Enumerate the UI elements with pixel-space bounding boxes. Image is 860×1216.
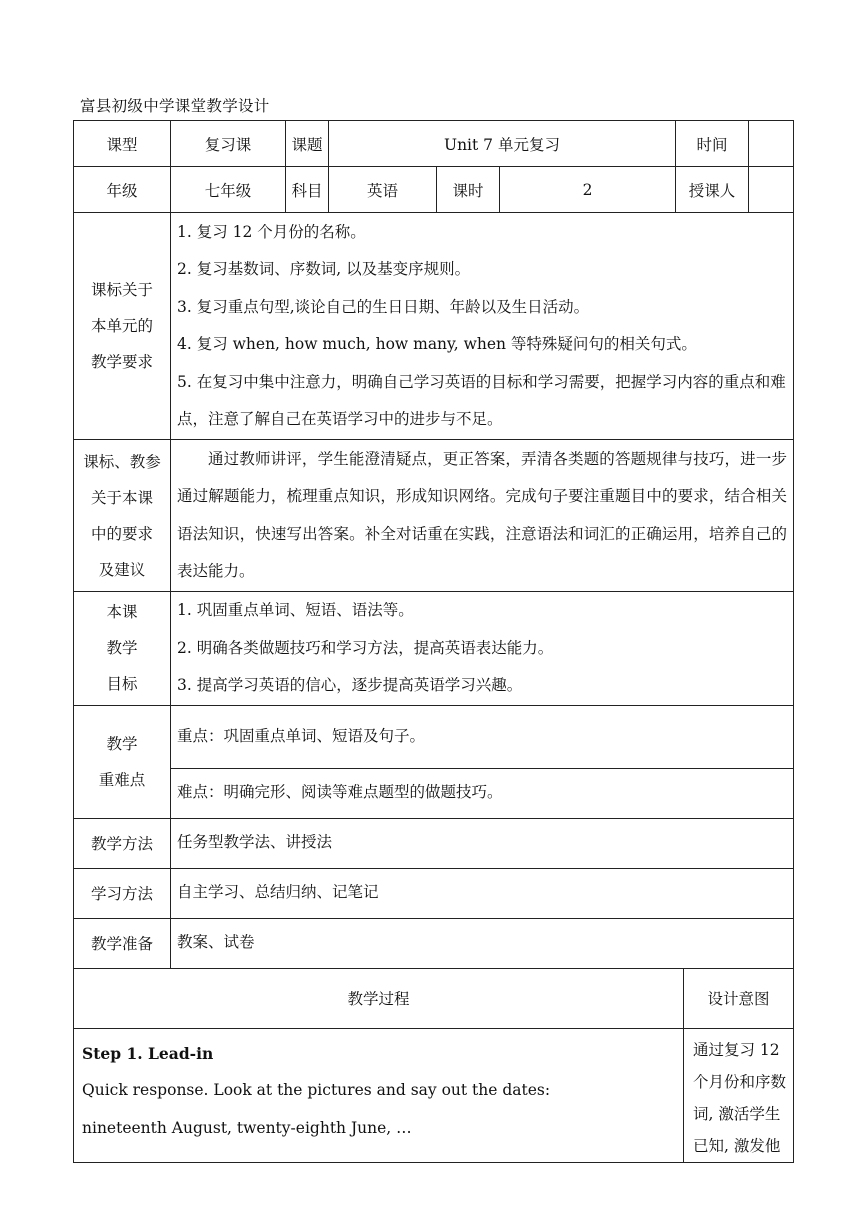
suggestions-label: 课标、教参 关于本课 中的要求 及建议 xyxy=(74,440,171,592)
process-header: 教学过程 xyxy=(74,968,684,1028)
subject-value: 英语 xyxy=(329,167,437,213)
time-label-inner: 时间 xyxy=(676,121,749,166)
document-header: 富县初级中学课堂教学设计 xyxy=(80,97,270,115)
standard-item: 4. 复习 when, how much, how many, when 等特殊疑问句的相关句式。 xyxy=(177,335,697,353)
difficult-point: 难点：明确完形、阅读等难点题型的做题技巧。 xyxy=(171,768,794,818)
suggestions-text: 通过教师讲评，学生能澄清疑点，更正答案，弄清各类题的答题规律与技巧，进一步通过解题能力，梳理重点知识，形成知识网络。完成句子要注重题目中的要求，结合相关语法知识，快速写出答案。补全对话重在实践，注意语法和词汇的正确运用，培养自己的表达能力。 xyxy=(177,449,787,580)
subject-label: 科目 xyxy=(286,167,329,213)
standards-label: 课标关于 本单元的 教学要求 xyxy=(74,213,171,440)
objectives-label: 本课 教学 目标 xyxy=(74,592,171,706)
standard-item: 3. 复习重点句型,谈论自己的生日日期、年龄以及生日活动。 xyxy=(177,297,590,316)
preparation-row xyxy=(74,918,794,968)
info-row-1 xyxy=(74,121,794,167)
teacher-cell xyxy=(676,167,794,213)
step1-line: Quick response. Look at the pictures and say out the dates: xyxy=(82,1081,551,1099)
study-methods-row xyxy=(74,868,794,918)
step1-intent: 通过复习 12 个月份和序数词, 激活学生已知, 激发他 xyxy=(684,1028,794,1162)
lesson-plan-table xyxy=(73,120,794,1163)
standards-content xyxy=(171,213,794,440)
time-value xyxy=(749,121,793,166)
teacher-value xyxy=(749,167,793,212)
teacher-label: 授课人 xyxy=(676,167,749,212)
process-header-row xyxy=(74,968,794,1028)
time-cell xyxy=(676,121,794,167)
step1-title: Step 1. Lead-in xyxy=(82,1043,214,1063)
methods-row xyxy=(74,818,794,868)
suggestions-content xyxy=(171,440,794,592)
period-label: 课时 xyxy=(437,167,500,213)
info-row-2 xyxy=(74,167,794,213)
standard-item: 5. 在复习中集中注意力，明确自己学习英语的目标和学习需要，把握学习内容的重点和难点，注意了解自己在英语学习中的进步与不足。 xyxy=(177,372,786,428)
key-points-label: 教学 重难点 xyxy=(74,705,171,818)
suggestions-row xyxy=(74,440,794,592)
standards-row xyxy=(74,213,794,440)
grade-label: 年级 xyxy=(74,167,171,213)
standard-item: 1. 复习 12 个月份的名称。 xyxy=(177,222,366,241)
objectives-content xyxy=(171,592,794,706)
objectives-row xyxy=(74,592,794,706)
key-point: 重点：巩固重点单词、短语及句子。 xyxy=(171,705,794,768)
step1-content xyxy=(74,1028,684,1162)
grade-value: 七年级 xyxy=(171,167,286,213)
preparation-value: 教案、试卷 xyxy=(171,918,794,968)
intent-header: 设计意图 xyxy=(684,968,794,1028)
study-methods-label: 学习方法 xyxy=(74,868,171,918)
objective-item: 2. 明确各类做题技巧和学习方法，提高英语表达能力。 xyxy=(177,638,554,657)
step1-row xyxy=(74,1028,794,1162)
preparation-label: 教学准备 xyxy=(74,918,171,968)
key-points-row-1 xyxy=(74,705,794,768)
type-label: 课型 xyxy=(74,121,171,167)
standard-item: 2. 复习基数词、序数词, 以及基变序规则。 xyxy=(177,260,471,278)
step1-line: nineteenth August, twenty-eighth June, … xyxy=(82,1118,412,1137)
topic-value: Unit 7 单元复习 xyxy=(329,121,676,167)
objective-item: 3. 提高学习英语的信心，逐步提高英语学习兴趣。 xyxy=(177,676,523,694)
topic-label: 课题 xyxy=(286,121,329,167)
methods-label: 教学方法 xyxy=(74,818,171,868)
study-methods-value: 自主学习、总结归纳、记笔记 xyxy=(171,868,794,918)
period-value: 2 xyxy=(500,167,676,213)
methods-value: 任务型教学法、讲授法 xyxy=(171,818,794,868)
objective-item: 1. 巩固重点单词、短语、语法等。 xyxy=(177,601,414,619)
key-points-row-2 xyxy=(74,768,794,818)
type-value: 复习课 xyxy=(171,121,286,167)
